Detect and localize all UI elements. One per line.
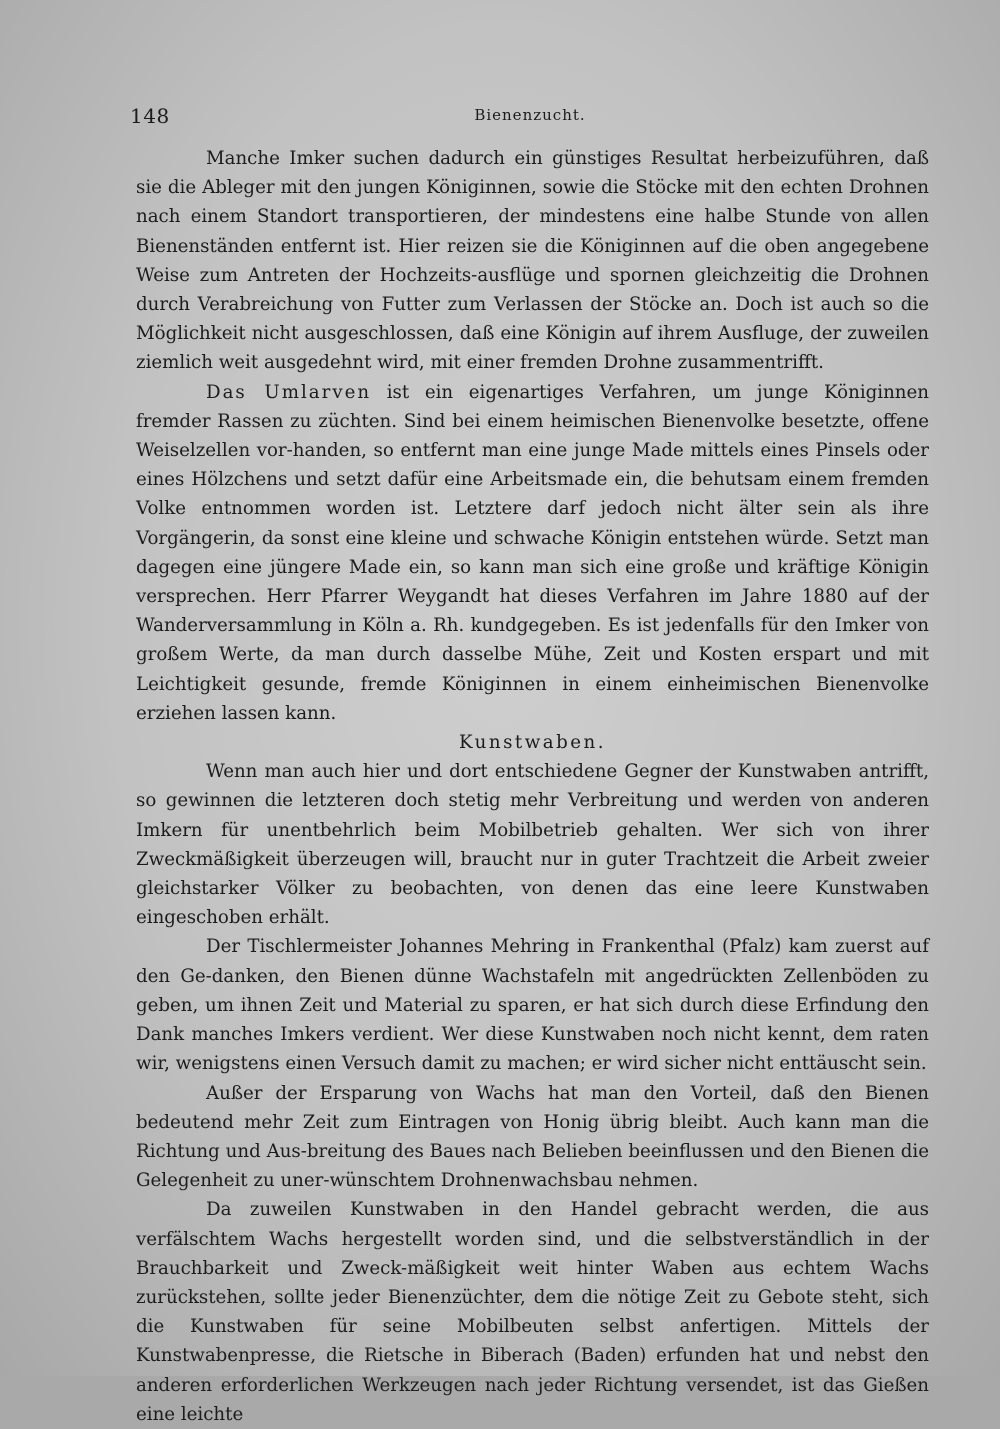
paragraph-umlarven <box>136 378 929 728</box>
section-heading-kunstwaben: Kunstwaben. <box>458 732 607 754</box>
paragraph-mehring: Der Tischlermeister Johannes Mehring in Frankenthal (Pfalz) kam zuerst auf den Ge-danken, den Bienen dünne Wachstafeln mit angedrückten Zellenböden zu geben, um ihnen Zeit und Material zu sparen, er hat sich durch diese Erfindung den Dank manches Imkers verdient. Wer diese Kunstwaben noch nicht kennt, dem raten wir, wenigstens einen Versuch damit zu machen; er wird sicher nicht enttäuscht sein. <box>136 936 929 1075</box>
paragraph-anfertigung: Da zuweilen Kunstwaben in den Handel gebracht werden, die aus verfälschtem Wachs hergestellt worden sind, und die selbstverständlich in der Brauchbarkeit und Zweck-mäßigkeit weit hinter Waben aus echtem Wachs zurückstehen, sollte jeder Bienenzüchter, dem die nötige Zeit zu Gebote steht, sich die Kunstwaben für seine Mobilbeuten selbst anfertigen. Mittels der Kunstwabenpresse, die Rietsche in Biberach (Baden) erfunden hat und nebst den anderen erforderlichen Werkzeugen nach jeder Richtung versendet, ist das Gießen eine leichte <box>136 1199 929 1425</box>
paragraph-vorteil: Außer der Ersparung von Wachs hat man den Vorteil, daß den Bienen bedeutend mehr Zeit zum Eintragen von Honig übrig bleibt. Auch kann man die Richtung und Aus-breitung des Baues nach Belieben beeinflussen und den Bienen die Gelegenheit zu uner-wünschtem Drohnenwachsbau nehmen. <box>136 1082 929 1192</box>
paragraph-umlarven-text: ist ein eigenartiges Verfahren, um junge Königinnen fremder Rassen zu züchten. Sind bei einem heimischen Bienenvolke besetzte, offene Weiselzellen vor-handen, so entfernt man eine junge Made mittels eines Pinsels oder eines Hölzchens und setzt dafür eine Arbeitsmade ein, die behutsam einem fremden Volke entnommen worden ist. Letztere darf jedoch nicht älter sein als ihre Vorgängerin, da sonst eine kleine und schwache Königin entstehen würde. Setzt man dagegen eine jüngere Made ein, so kann man sich eine große und kräftige Königin versprechen. Herr Pfarrer Weygandt hat dieses Verfahren im Jahre 1880 auf der Wanderversammlung in Köln a. Rh. kundgegeben. Es ist jedenfalls für den Imker von großem Werte, da man durch dasselbe Mühe, Zeit und Kosten erspart und mit Leichtigkeit gesunde, fremde Königinnen in einem einheimischen Bienenvolke erziehen lassen kann. <box>136 381 929 724</box>
page-body <box>136 144 929 1429</box>
running-title: Bienenzucht. <box>474 106 586 124</box>
paragraph-kunstwaben-intro: Wenn man auch hier und dort entschiedene Gegner der Kunstwaben antrifft, so gewinnen die letzteren doch stetig mehr Verbreitung und werden von anderen Imkern für unentbehrlich beim Mobilbetrieb gehalten. Wer sich von ihrer Zweckmäßigkeit überzeugen will, braucht nur in guter Trachtzeit die Arbeit zweier gleichstarker Völker zu beobachten, von denen das eine leere Kunstwaben eingeschoben erhält. <box>136 761 929 929</box>
term-umlarven: Das Umlarven <box>206 381 372 403</box>
page-number: 148 <box>130 104 170 128</box>
page-header <box>130 100 930 130</box>
paragraph-ableger: Manche Imker suchen dadurch ein günstiges Resultat herbeizuführen, daß sie die Ableger mit den jungen Königinnen, sowie die Stöcke mit den echten Drohnen nach einem Standort transportieren, der mindestens eine halbe Stunde von allen Bienenständen entfernt ist. Hier reizen sie die Königinnen auf die oben angegebene Weise zum Antreten der Hochzeits-ausflüge und spornen gleichzeitig die Drohnen durch Verabreichung von Futter zum Verlassen der Stöcke an. Doch ist auch so die Möglichkeit nicht ausgeschlossen, daß eine Königin auf ihrem Ausfluge, der zuweilen ziemlich weit ausgedehnt wird, mit einer fremden Drohne zusammentrifft. <box>136 148 929 374</box>
